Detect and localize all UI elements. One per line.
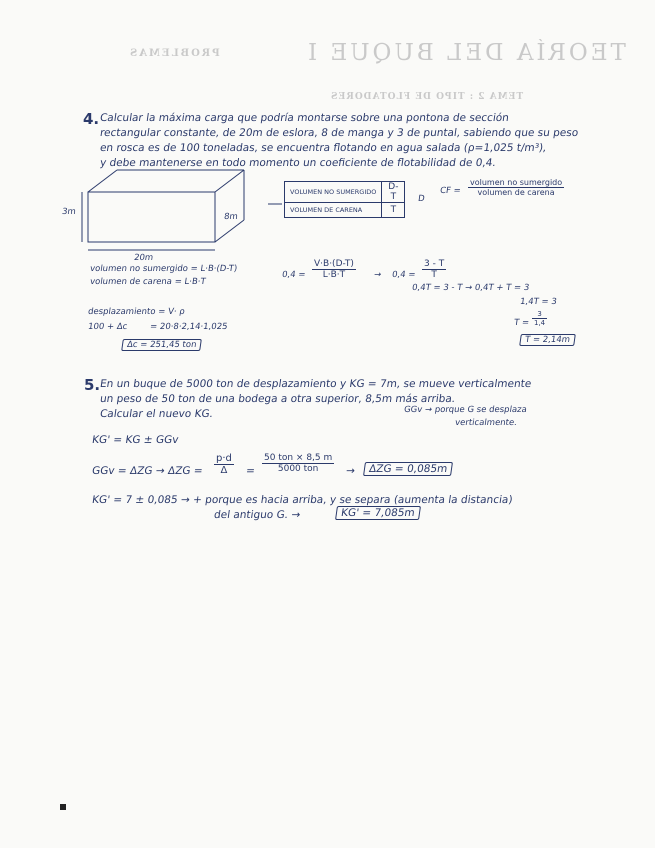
solve-line-1: 0,4T = 3 - T → 0,4T + T = 3 xyxy=(411,283,530,293)
formula-kg-prime: KG' = KG ± GGv xyxy=(91,434,180,446)
formula-kg-new-line-2: del antiguo G. → xyxy=(213,509,302,521)
cf-fraction xyxy=(468,178,564,197)
problem-4-line-4: y debe mantenerse en todo momento un coeficiente de flotabilidad de 0,4. xyxy=(99,157,497,169)
table-side-label: D xyxy=(417,194,426,204)
solve-frac-den: 1,4 xyxy=(534,319,546,327)
ggv-fraction-2 xyxy=(262,453,334,474)
formula-kg-new: KG' = 7 ± 0,085 → + porque es hacia arriba, y se separa (aumenta la distancia) xyxy=(91,494,514,506)
solve-fraction xyxy=(532,310,547,327)
ggv-arrow: → xyxy=(345,465,356,477)
new-kg-result: KG' = 7,085m xyxy=(335,506,421,520)
ratio-line-2: volumen de carena = L·B·T xyxy=(89,277,207,287)
problem-4-number: 4. xyxy=(83,110,100,128)
ratio-arrow: → xyxy=(373,270,382,280)
table-cell: VOLUMEN DE CARENA xyxy=(285,203,382,218)
ggv-equals: = xyxy=(245,465,256,477)
dim-height-label: 3m xyxy=(61,207,77,217)
table-cell: VOLUMEN NO SUMERGIDO xyxy=(285,182,382,203)
formula-ggv-lhs: GGv = ΔZG → ΔZG = xyxy=(91,465,204,477)
bleed-through-tema: TEMA 2 : TIPO DE FLOTADORES xyxy=(330,92,524,102)
ratio-line-1: volumen no sumergido = L·B·(D-T) xyxy=(89,264,238,274)
ratio-eq2-lhs: 0,4 = xyxy=(391,270,417,280)
cf-numerator: volumen no sumergido xyxy=(470,178,563,187)
problem-5-number: 5. xyxy=(84,376,101,394)
problem-5-line-3: Calcular el nuevo KG. xyxy=(99,408,214,420)
page-corner-mark xyxy=(60,804,66,810)
dim-depth-label: 8m xyxy=(223,212,239,222)
ggv-frac1-den: Δ xyxy=(220,465,228,476)
ggv-frac2-num: 50 ton × 8,5 m xyxy=(264,453,333,463)
problem-4-line-1: Calcular la máxima carga que podría montarse sobre una pontona de sección xyxy=(99,112,510,124)
bleed-through-problems: PROBLEMAS xyxy=(128,48,220,59)
volume-table xyxy=(284,181,405,218)
solve-line-3-lhs: T = xyxy=(513,318,530,328)
problem-4-line-2: rectangular constante, de 20m de eslora, 8 de manga y 3 de puntal, sabiendo que su peso xyxy=(99,127,580,139)
solve-line-2: 1,4T = 3 xyxy=(519,297,558,307)
table-cell: T xyxy=(382,203,405,218)
problem-5-line-1: En un buque de 5000 ton de desplazamiento y KG = 7m, se mueve verticalmente xyxy=(99,378,533,390)
ratio-frac1-den: L·B·T xyxy=(322,270,346,280)
cf-label: CF = xyxy=(439,186,462,196)
ggv-frac2-den: 5000 ton xyxy=(277,464,319,474)
table-row xyxy=(285,203,405,218)
ratio-frac1-num: V·B·(D-T) xyxy=(314,259,354,269)
ratio-frac2-den: T xyxy=(431,270,437,280)
ratio-frac2-num: 3 - T xyxy=(424,259,445,269)
draft-result: T = 2,14m xyxy=(519,334,576,346)
solve-frac-num: 3 xyxy=(532,310,547,319)
problem-4-line-3: en rosca es de 100 toneladas, se encuentra flotando en agua salada (ρ=1,025 t/m³), xyxy=(99,142,548,154)
displacement-line-2-lhs: 100 + Δc xyxy=(87,322,128,332)
ratio-fraction-1 xyxy=(312,259,356,280)
ggv-fraction-1 xyxy=(214,453,234,476)
ratio-eq-lhs: 0,4 = xyxy=(281,270,307,280)
note-line-2: verticalmente. xyxy=(454,418,518,428)
ratio-fraction-2 xyxy=(422,259,446,280)
table-row xyxy=(285,182,405,203)
note-line-1: GGv → porque G se desplaza xyxy=(403,405,528,415)
displacement-line-1: desplazamiento = V· ρ xyxy=(87,307,186,317)
bleed-through-title: TEORÍA DEL BUQUE I xyxy=(305,40,626,66)
problem-5-line-2: un peso de 50 ton de una bodega a otra superior, 8,5m más arriba. xyxy=(99,393,457,405)
delta-zg-result: ΔZG = 0,085m xyxy=(363,462,453,476)
cf-denominator: volumen de carena xyxy=(477,188,555,197)
cargo-result: Δc = 251,45 ton xyxy=(121,339,202,351)
ggv-frac1-num: p·d xyxy=(216,453,232,464)
table-cell: D-T xyxy=(382,182,405,203)
dim-length-label: 20m xyxy=(133,253,154,263)
displacement-line-2-rhs: = 20·8·2,14·1,025 xyxy=(149,322,229,332)
